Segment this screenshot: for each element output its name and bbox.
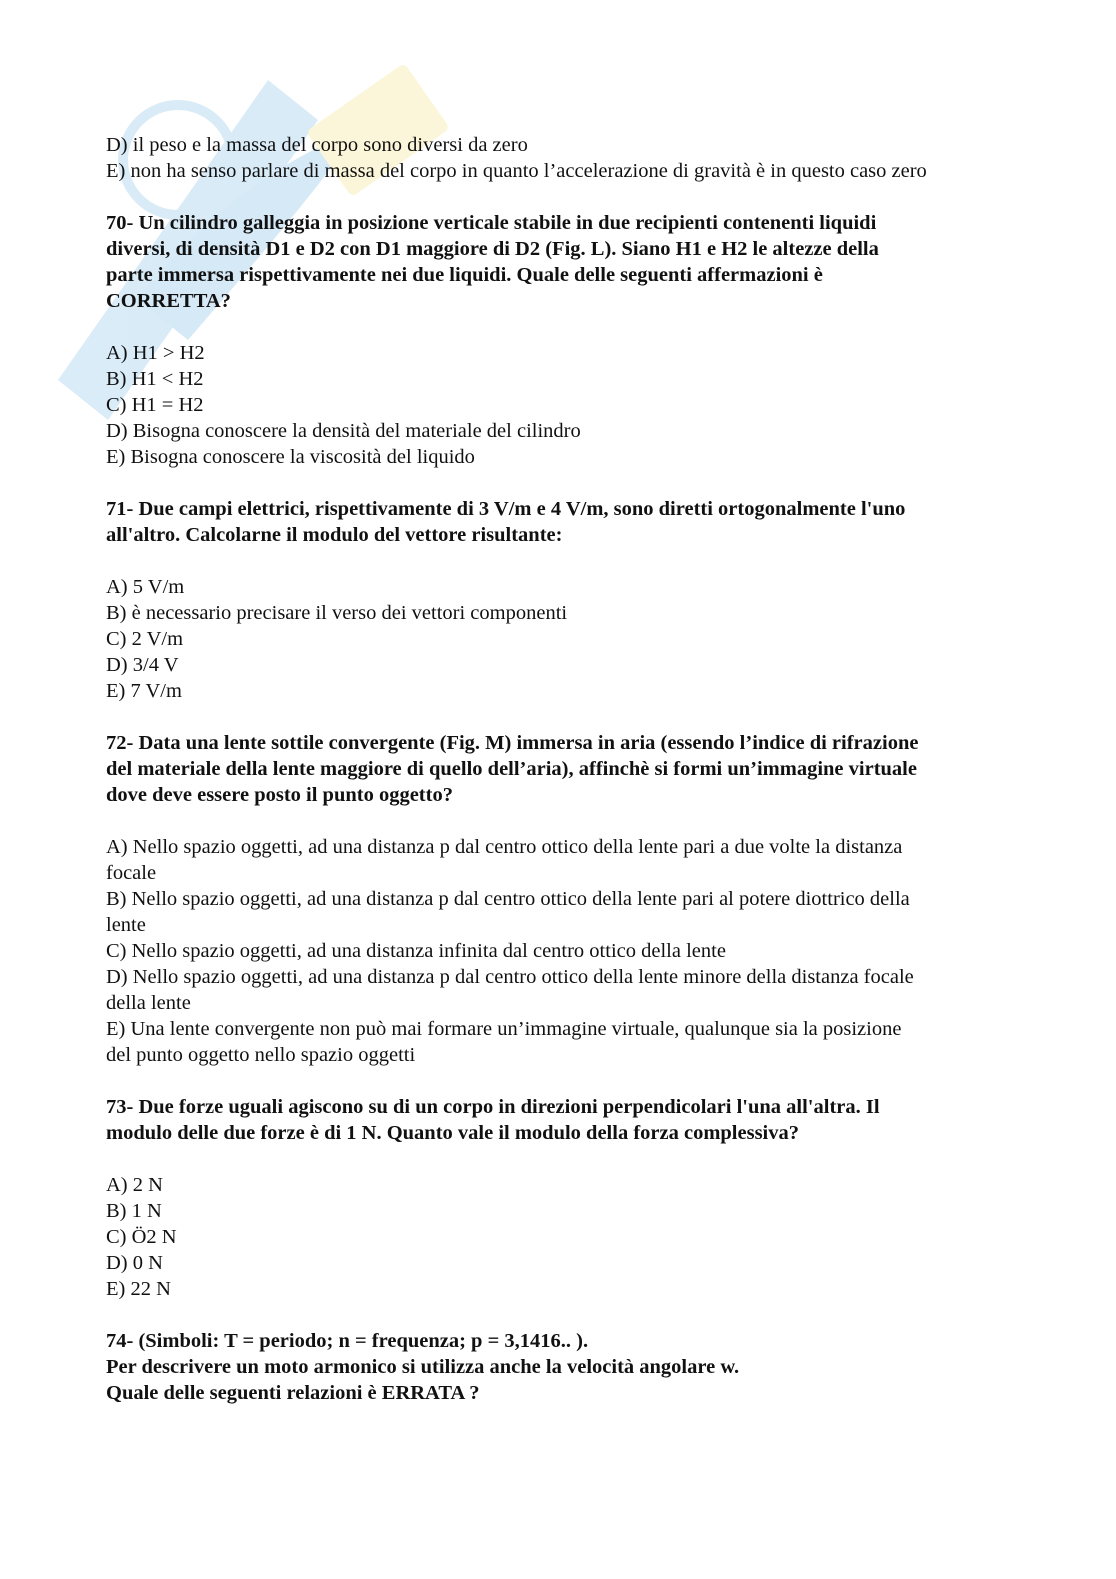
option-line: D) 0 N <box>106 1252 163 1274</box>
question-text: dove deve essere posto il punto oggetto? <box>106 784 453 806</box>
question-text: CORRETTA? <box>106 290 231 312</box>
option-line: del punto oggetto nello spazio oggetti <box>106 1044 416 1066</box>
question-text: 71- Due campi elettrici, rispettivamente di 3 V/m e 4 V/m, sono diretti ortogonalmente l'uno <box>106 498 906 520</box>
option-line: A) 5 V/m <box>106 576 185 598</box>
option-line: lente <box>106 914 146 936</box>
option-line: B) 1 N <box>106 1200 162 1222</box>
question-text: 74- (Simboli: T = periodo; n = frequenza; p = 3,1416.. ). <box>106 1330 589 1352</box>
question-71 <box>106 496 1026 704</box>
option-line: B) H1 < H2 <box>106 368 204 390</box>
document-page <box>106 132 1026 1406</box>
option-line: A) H1 > H2 <box>106 342 205 364</box>
question-70 <box>106 210 1026 470</box>
question-text: 72- Data una lente sottile convergente (Fig. M) immersa in aria (essendo l’indice di rifrazione <box>106 732 919 754</box>
option-line: E) non ha senso parlare di massa del corpo in quanto l’accelerazione di gravità è in questo caso zero <box>106 160 927 182</box>
option-line: D) il peso e la massa del corpo sono diversi da zero <box>106 134 528 156</box>
option-line: E) 7 V/m <box>106 680 182 702</box>
option-line: A) 2 N <box>106 1174 163 1196</box>
option-line: E) Una lente convergente non può mai formare un’immagine virtuale, qualunque sia la posizione <box>106 1018 902 1040</box>
option-line: C) Nello spazio oggetti, ad una distanza infinita dal centro ottico della lente <box>106 940 726 962</box>
option-line: della lente <box>106 992 191 1014</box>
option-line: C) Ö2 N <box>106 1226 177 1248</box>
option-line: D) Bisogna conoscere la densità del materiale del cilindro <box>106 420 581 442</box>
question-text: Per descrivere un moto armonico si utilizza anche la velocità angolare w. <box>106 1356 740 1378</box>
question-73 <box>106 1094 1026 1302</box>
question-text: 73- Due forze uguali agiscono su di un corpo in direzioni perpendicolari l'una all'altra. Il <box>106 1096 880 1118</box>
question-text: modulo delle due forze è di 1 N. Quanto vale il modulo della forza complessiva? <box>106 1122 799 1144</box>
option-line: E) 22 N <box>106 1278 171 1300</box>
option-line: B) Nello spazio oggetti, ad una distanza p dal centro ottico della lente pari al potere diottrico della <box>106 888 910 910</box>
question-74 <box>106 1328 1026 1406</box>
option-line: E) Bisogna conoscere la viscosità del liquido <box>106 446 475 468</box>
question-text: 70- Un cilindro galleggia in posizione verticale stabile in due recipienti contenenti liquidi <box>106 212 877 234</box>
option-line: D) 3/4 V <box>106 654 179 676</box>
intro-options <box>106 132 1026 184</box>
option-line: A) Nello spazio oggetti, ad una distanza p dal centro ottico della lente pari a due volte la distanza <box>106 836 903 858</box>
question-text: del materiale della lente maggiore di quello dell’aria), affinchè si formi un’immagine virtuale <box>106 758 917 780</box>
question-72 <box>106 730 1026 1068</box>
option-line: C) 2 V/m <box>106 628 184 650</box>
question-text: all'altro. Calcolarne il modulo del vettore risultante: <box>106 524 563 546</box>
question-text: Quale delle seguenti relazioni è ERRATA ? <box>106 1382 480 1404</box>
option-line: D) Nello spazio oggetti, ad una distanza p dal centro ottico della lente minore della distanza focale <box>106 966 914 988</box>
question-text: diversi, di densità D1 e D2 con D1 maggiore di D2 (Fig. L). Siano H1 e H2 le altezze della <box>106 238 879 260</box>
option-line: C) H1 = H2 <box>106 394 204 416</box>
question-text: parte immersa rispettivamente nei due liquidi. Quale delle seguenti affermazioni è <box>106 264 823 286</box>
option-line: focale <box>106 862 157 884</box>
option-line: B) è necessario precisare il verso dei vettori componenti <box>106 602 568 624</box>
